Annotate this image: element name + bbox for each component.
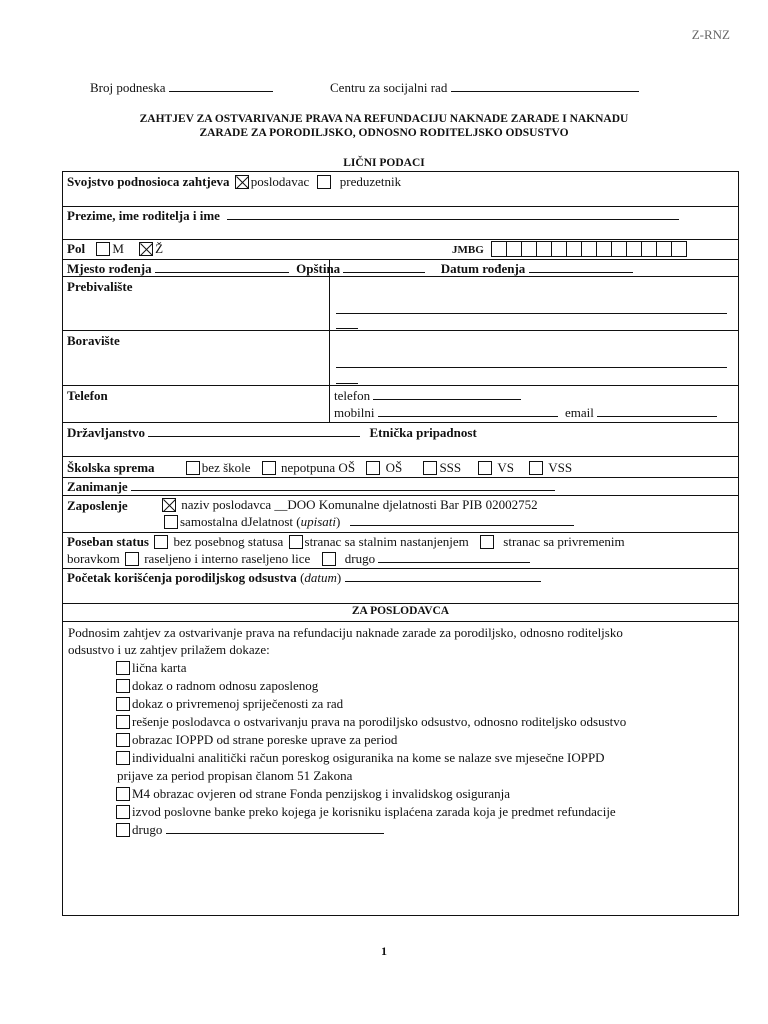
doc-label: drugo [132, 822, 163, 837]
bez-posebnog-label: bez posebnog statusa [173, 534, 284, 549]
os-label: OŠ [385, 460, 403, 475]
doc-label: lična karta [132, 660, 187, 675]
prezime-label: Prezime, ime roditelja i ime [67, 208, 220, 223]
zaposlenje-poslodavac-checkbox[interactable] [162, 498, 176, 512]
zaposlenje-opt1 [160, 497, 538, 513]
sss-checkbox[interactable] [423, 461, 437, 475]
mobilni-sub-label: mobilni [334, 405, 375, 420]
pol-m-label: M [112, 241, 124, 256]
doc-checkbox[interactable] [116, 751, 130, 765]
zaposlenje-label: Zaposlenje [67, 498, 128, 513]
employer-section-title: ZA POSLODAVCA [351, 605, 450, 617]
opstina-input[interactable] [343, 261, 425, 273]
doc-checkbox[interactable] [116, 805, 130, 819]
pol-row [67, 241, 163, 257]
boravkom-label: boravkom [67, 551, 120, 566]
skolska-row [67, 460, 572, 476]
samostalna-input[interactable] [350, 514, 574, 526]
pocetak-paren-close: ) [336, 570, 342, 585]
doc-checkbox[interactable] [116, 733, 130, 747]
section-personal-title: LIČNI PODACI [343, 157, 425, 169]
drugo-status-label: drugo [344, 551, 376, 566]
vs-checkbox[interactable] [478, 461, 492, 475]
zaposlenje-poslodavac-text: naziv poslodavca __DOO Komunalne djelatnosti Bar PIB 02002752 [181, 497, 538, 512]
etnicka-label: Etnička pripadnost [369, 425, 477, 440]
pocetak-input[interactable] [345, 570, 541, 582]
boraviste-label: Boravište [67, 333, 120, 348]
doc-item [114, 714, 626, 730]
vss-label: VSS [548, 460, 573, 475]
samostalna-upisati: upisati [300, 514, 336, 529]
doc-checkbox[interactable] [116, 679, 130, 693]
prezime-row[interactable] [67, 208, 679, 224]
prebivaliste-input[interactable] [336, 313, 727, 314]
samostalna-suffix: ) [336, 514, 341, 529]
telefon-sub-label: telefon [334, 388, 371, 403]
pocetak-datum: datum [304, 570, 337, 585]
doc-checkbox[interactable] [116, 697, 130, 711]
vss-checkbox[interactable] [529, 461, 543, 475]
prebivaliste-label: Prebivalište [67, 279, 133, 294]
doc-item [114, 822, 384, 838]
poseban-row1 [67, 534, 625, 550]
stranac-privremeni-checkbox[interactable] [480, 535, 494, 549]
poslodavac-checkbox[interactable] [235, 175, 249, 189]
doc-checkbox[interactable] [116, 661, 130, 675]
bez-skole-checkbox[interactable] [186, 461, 200, 475]
skolska-label: Školska sprema [67, 460, 155, 475]
form-code: Z-RNZ [691, 27, 730, 42]
pocetak-paren-open: ( [300, 570, 305, 585]
mjesto-label: Mjesto rođenja [67, 261, 152, 276]
doc-item-continuation: prijave za period propisan članom 51 Zakona [117, 768, 353, 783]
zanimanje-input[interactable] [131, 479, 555, 491]
sss-label: SSS [439, 460, 462, 475]
opstina-label: Opština [296, 261, 341, 276]
broj-podneska-field[interactable] [90, 80, 273, 96]
zanimanje-row [67, 479, 555, 495]
telefon-field[interactable] [334, 388, 521, 404]
pol-z-checkbox[interactable] [139, 242, 153, 256]
pocetak-label: Početak korišćenja porodiljskog odsustva [67, 570, 297, 585]
bez-skole-label: bez škole [201, 460, 251, 475]
form-title-line1: ZAHTJEV ZA OSTVARIVANJE PRAVA NA REFUNDACIJU NAKNADE ZARADE I NAKNADU [139, 113, 629, 125]
bez-posebnog-checkbox[interactable] [154, 535, 168, 549]
pocetak-row [67, 570, 541, 586]
stranac-privremeni-label: stranac sa privremenim [503, 534, 625, 549]
doc-checkbox[interactable] [116, 787, 130, 801]
pol-label: Pol [67, 241, 86, 256]
doc-item [114, 678, 318, 694]
doc-label: dokaz o privremenoj spriječenosti za rad [132, 696, 344, 711]
datum-rodjenja-label: Datum rođenja [440, 261, 526, 276]
boraviste-input[interactable] [336, 367, 727, 368]
raseljeno-label: raseljeno i interno raseljeno lice [144, 551, 311, 566]
drugo-status-input[interactable] [378, 551, 530, 563]
zaposlenje-opt2 [162, 514, 574, 530]
nepotpuna-os-checkbox[interactable] [262, 461, 276, 475]
doc-checkbox[interactable] [116, 715, 130, 729]
svojstvo-row [67, 174, 401, 190]
doc-item [114, 786, 510, 802]
drzavljanstvo-row [67, 425, 477, 441]
raseljeno-checkbox[interactable] [125, 552, 139, 566]
drzavljanstvo-input[interactable] [148, 425, 360, 437]
datum-rodjenja-input[interactable] [529, 261, 633, 273]
jmbg-label: JMBG [452, 244, 484, 256]
doc-item [114, 732, 397, 748]
doc-label: individualni analitički račun poreskog osiguranika na kome se nalaze sve mjesečne IOPPD [132, 750, 605, 765]
doc-item [114, 660, 187, 676]
page-number: 1 [381, 944, 387, 958]
employer-intro-line1: Podnosim zahtjev za ostvarivanje prava na refundaciju naknade zarade za porodiljsko, odnosno roditeljsko [68, 625, 623, 640]
poseban-label: Poseban status [67, 534, 149, 549]
stranac-stalni-label: stranac sa stalnim nastanjenjem [304, 534, 469, 549]
doc-label: izvod poslovne banke preko kojega je korisniku isplaćena zarada koja je predmet refundacije [132, 804, 616, 819]
doc-label: dokaz o radnom odnosu zaposlenog [132, 678, 319, 693]
drugo-doc-input[interactable] [166, 822, 384, 834]
doc-label: rešenje poslodavca o ostvarivanju prava na porodiljsko odsustvo, odnosno roditeljsko odsustvo [132, 714, 627, 729]
employer-intro-line2: odsustvo i uz zahtjev prilažem dokaze: [68, 642, 270, 657]
samostalna-checkbox[interactable] [164, 515, 178, 529]
preduzetnik-checkbox[interactable] [317, 175, 331, 189]
mobilni-field[interactable] [334, 405, 717, 421]
doc-item [114, 696, 343, 712]
jmbg-field[interactable] [452, 241, 687, 257]
doc-item [114, 750, 605, 766]
vs-label: VS [497, 460, 515, 475]
nepotpuna-os-label: nepotpuna OŠ [281, 460, 356, 475]
preduzetnik-label: preduzetnik [339, 174, 402, 189]
os-checkbox[interactable] [366, 461, 380, 475]
drzavljanstvo-label: Državljanstvo [67, 425, 145, 440]
stranac-stalni-checkbox[interactable] [289, 535, 303, 549]
telefon-label: Telefon [67, 388, 108, 403]
doc-checkbox[interactable] [116, 823, 130, 837]
centar-label: Centru za socijalni rad [330, 80, 448, 95]
broj-podneska-label: Broj podneska [90, 80, 166, 95]
poslodavac-label: poslodavac [250, 174, 310, 189]
mjesto-row [67, 261, 633, 277]
mjesto-input[interactable] [155, 261, 289, 273]
drugo-status-checkbox[interactable] [322, 552, 336, 566]
doc-label: M4 obrazac ovjeren od strane Fonda penzijskog i invalidskog osiguranja [132, 786, 510, 801]
doc-label: obrazac IOPPD od strane poreske uprave za period [132, 732, 398, 747]
poseban-row2 [67, 551, 530, 567]
doc-item [114, 804, 616, 820]
centar-field[interactable] [330, 80, 639, 96]
email-label: email [564, 405, 594, 420]
samostalna-prefix: samostalna dJelatnost ( [180, 514, 301, 529]
pol-m-checkbox[interactable] [96, 242, 110, 256]
svojstvo-label: Svojstvo podnosioca zahtjeva [67, 174, 230, 189]
zanimanje-label: Zanimanje [67, 479, 128, 494]
pol-z-label: Ž [155, 241, 164, 256]
form-title-line2: ZARADE ZA PORODILJSKO, ODNOSNO RODITELJSKO ODSUSTVO [199, 127, 569, 139]
